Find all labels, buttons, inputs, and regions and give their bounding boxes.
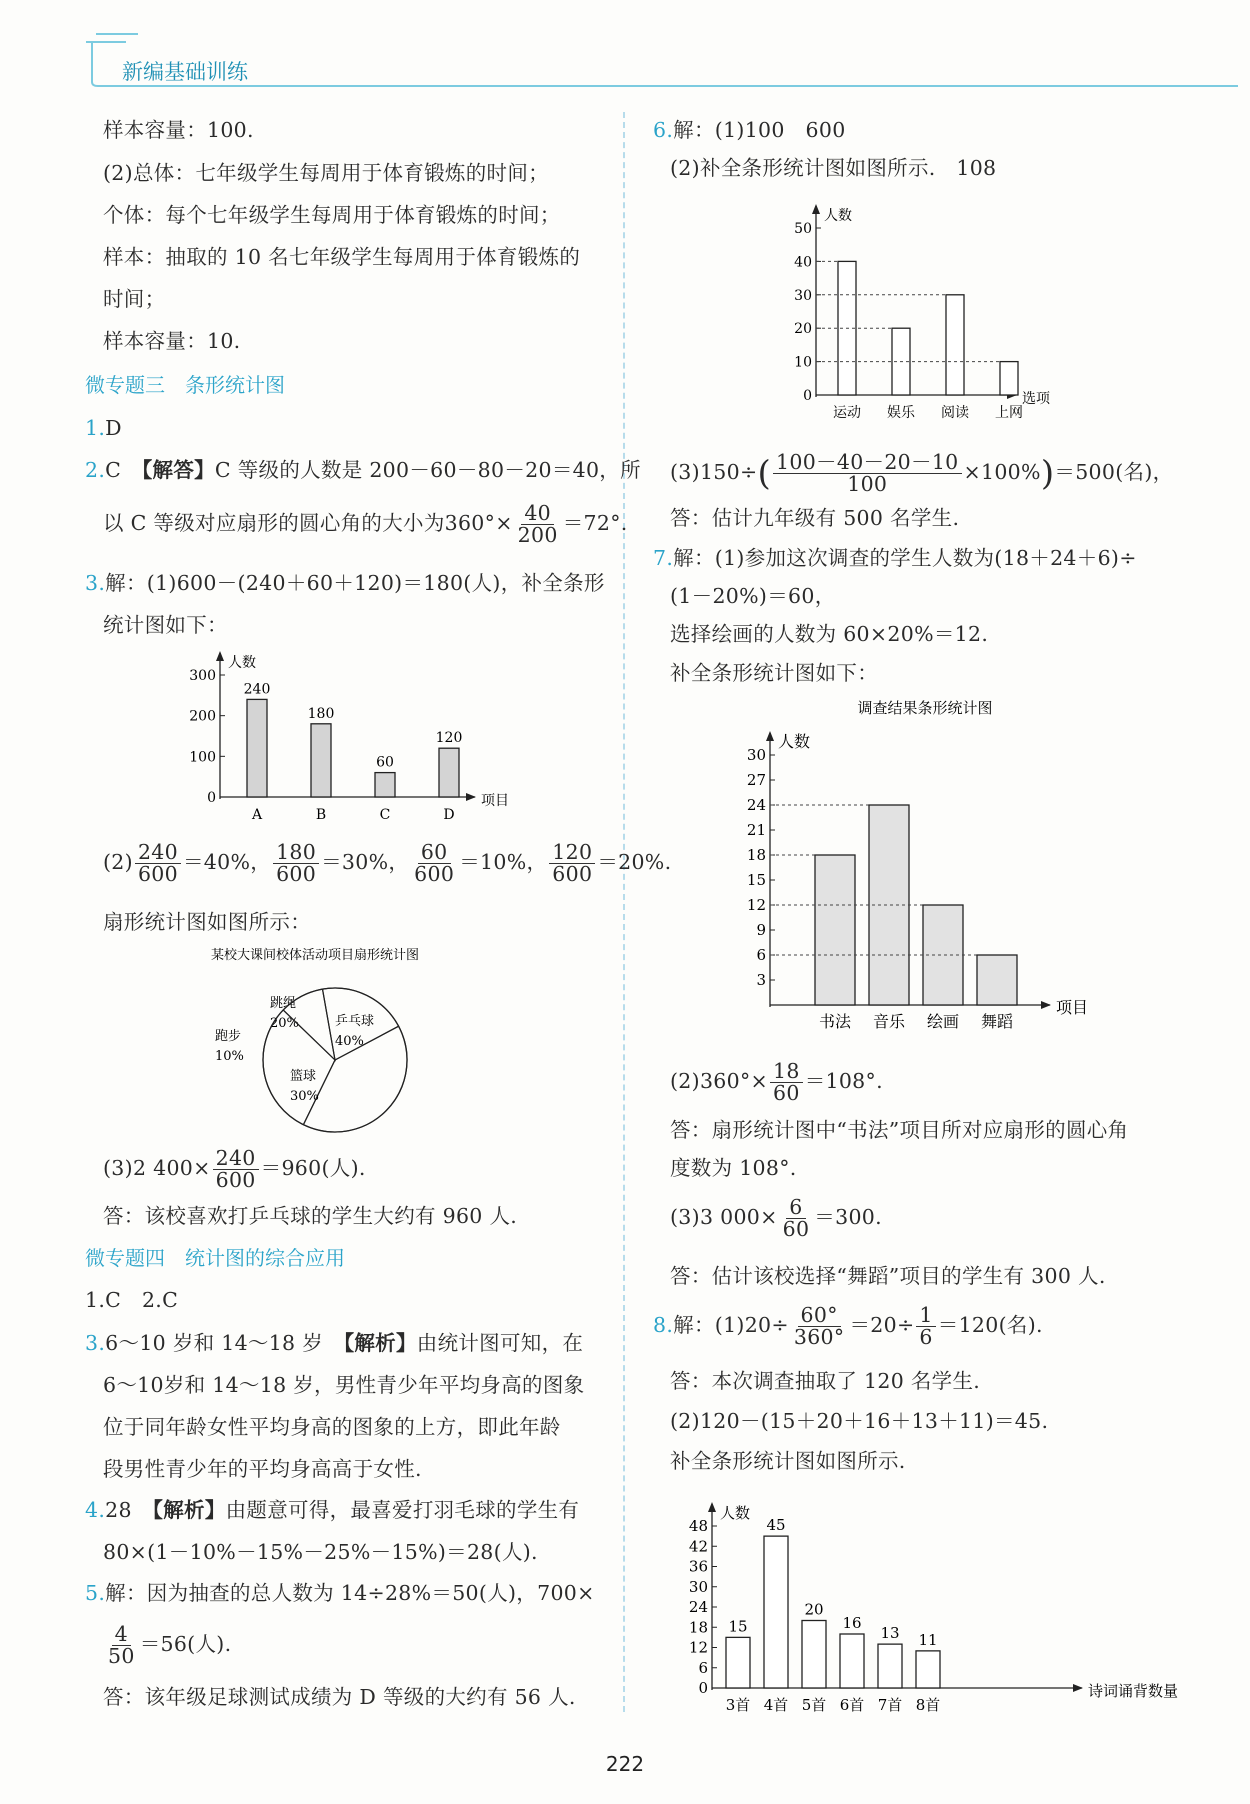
y-tick-label: 0 (698, 1679, 708, 1697)
q3-bar-chart (180, 650, 540, 825)
answer-4-4: 4.28 【解析】由题意可得，最喜爱打羽毛球的学生有 (85, 1498, 580, 1522)
answer-7: 7.解：(1)参加这次调查的学生人数为(18＋24＋6)÷ (653, 546, 1137, 570)
q8-bar-chart (670, 1485, 1179, 1715)
text-line: 时间； (103, 287, 166, 311)
x-tick-label: 7首 (877, 1696, 903, 1714)
bar (439, 748, 459, 797)
answer-3-3: (3)2 400× $\frac{240}{600}$ ＝960(人). (103, 1146, 366, 1192)
bar (764, 1536, 788, 1688)
pie-value-label: 30% (290, 1089, 319, 1104)
y-tick-label: 3 (756, 971, 766, 989)
y-axis-label: 人数 (824, 208, 852, 224)
text-line: (2)120－(15＋20＋16＋13＋11)＝45. (670, 1409, 1049, 1433)
y-tick-label: 30 (688, 1577, 708, 1596)
data-label: 15 (728, 1617, 748, 1636)
x-tick-label: 3首 (725, 1696, 751, 1714)
bar (247, 699, 267, 797)
chart-title: 调查结果条形统计图 (857, 699, 993, 717)
answer-6-3: (3)150÷( $\frac{100-40-20-10}{100}$ ×100%)＝500(名)， (670, 450, 1174, 496)
text-line: 样本容量：10. (103, 329, 241, 353)
text-line: 个体：每个七年级学生每周用于体育锻炼的时间； (103, 203, 561, 227)
y-tick-label: 9 (756, 921, 766, 939)
bar (815, 855, 855, 1005)
header-decoration (78, 26, 1238, 88)
answer-1: 1.D (85, 416, 122, 440)
data-label: 11 (918, 1630, 938, 1649)
data-label: 45 (766, 1516, 786, 1535)
y-axis-label: 人数 (720, 1504, 751, 1522)
x-tick-label: D (443, 807, 455, 823)
text-line: 答：估计九年级有 500 名学生. (670, 506, 960, 530)
answer-2: 2.C 【解答】C 等级的人数是 200－60－80－20＝40，所 (85, 458, 641, 482)
x-tick-label: 5首 (801, 1696, 827, 1714)
data-label: 13 (880, 1624, 900, 1643)
x-tick-label: 绘画 (926, 1012, 960, 1031)
text-line: 度数为 108°. (670, 1156, 797, 1180)
x-axis-arrow (466, 793, 476, 801)
data-label: 60 (376, 754, 394, 771)
y-tick-label: 50 (794, 221, 812, 237)
x-tick-label: 6首 (839, 1696, 865, 1714)
bar (802, 1621, 826, 1689)
y-tick-label: 100 (189, 749, 216, 766)
bar (375, 773, 395, 797)
y-tick-label: 300 (189, 668, 216, 684)
pie-value-label: 20% (270, 1016, 299, 1031)
bar (878, 1644, 902, 1688)
x-axis-label: 选项 (1022, 391, 1050, 407)
column-divider (623, 112, 625, 1712)
bar (946, 295, 964, 395)
x-axis-label: 项目 (1056, 998, 1089, 1017)
pie-label: 跳绳 (270, 996, 297, 1011)
answer-4-5: 5.解：因为抽查的总人数为 14÷28%＝50(人)，700× (85, 1581, 595, 1605)
y-tick-label: 10 (794, 354, 812, 371)
y-tick-label: 200 (189, 708, 216, 725)
y-tick-label: 12 (746, 896, 766, 914)
pie-label: 乒乓球 (335, 1014, 375, 1029)
pie-label: 跑步 (215, 1029, 242, 1044)
text-line: 样本：抽取的 10 名七年级学生每周用于体育锻炼的 (103, 245, 581, 269)
question-number: 1. (85, 416, 106, 440)
text-line: 样本容量：100. (103, 118, 254, 142)
y-axis-arrow (812, 204, 820, 214)
y-axis-arrow (216, 651, 224, 661)
y-tick-label: 21 (746, 821, 766, 839)
y-axis-label: 人数 (228, 655, 256, 671)
x-axis-arrow (1041, 1001, 1051, 1009)
bar (977, 955, 1017, 1005)
y-tick-label: 15 (746, 871, 766, 889)
text-line: 位于同年龄女性平均身高的图象的上方，即此年龄 (103, 1415, 561, 1439)
text-line: 补全条形统计图如下： (670, 661, 878, 685)
text-line: 统计图如下： (103, 613, 228, 637)
y-tick-label: 20 (794, 321, 812, 338)
x-tick-label: 上网 (995, 405, 1023, 421)
page-number: 222 (605, 1752, 645, 1776)
text-line: 答：估计该校选择“舞蹈”项目的学生有 300 人. (670, 1264, 1106, 1288)
y-tick-label: 40 (794, 254, 812, 271)
y-axis-arrow (708, 1502, 716, 1512)
section-title: 微专题三 条形统计图 (85, 373, 285, 397)
text-line: 补全条形统计图如图所示. (670, 1449, 906, 1473)
answer-6: 6.解：(1)100 600 (653, 118, 846, 142)
answer-4-5-line2: $\frac{4}{50}$ ＝56(人). (108, 1622, 232, 1668)
pie-value-label: 40% (335, 1034, 364, 1049)
bar (1000, 362, 1018, 395)
x-axis-label: 项目 (481, 793, 509, 809)
x-tick-label: C (379, 807, 391, 823)
x-tick-label: 娱乐 (887, 405, 915, 421)
data-label: 240 (243, 681, 271, 698)
bar (916, 1651, 940, 1688)
y-axis-label: 人数 (778, 732, 811, 751)
data-label: 120 (435, 730, 463, 747)
y-tick-label: 27 (746, 771, 766, 789)
y-axis-arrow (766, 731, 774, 741)
y-tick-label: 0 (803, 388, 812, 404)
section-title: 微专题四 统计图的综合应用 (85, 1246, 345, 1270)
y-tick-label: 18 (688, 1618, 708, 1637)
bar (840, 1634, 864, 1688)
pie-value-label: 10% (215, 1049, 244, 1064)
y-tick-label: 30 (794, 287, 812, 304)
answer-7-2: (2)360°× $\frac{18}{60}$ ＝108°. (670, 1059, 883, 1105)
q3-pie-chart (205, 945, 525, 1130)
answer-3-2: (2) $\frac{240}{600}$ ＝40%， $\frac{180}{600}$ ＝30%， $\frac{60}{600}$ ＝10%， $\frac{120}{600}$ ＝20%. (103, 840, 672, 886)
text-line: 6～10岁和 14～18 岁，男性青少年平均身高的图象 (103, 1373, 585, 1397)
text-line: (2)总体：七年级学生每周用于体育锻炼的时间； (103, 161, 549, 185)
y-tick-label: 48 (688, 1517, 708, 1535)
text-line: 80×(1－10%－15%－25%－15%)＝28(人). (103, 1540, 538, 1564)
pie-label: 篮球 (290, 1069, 317, 1084)
x-tick-label: A (251, 807, 263, 823)
answer-4-3: 3.6～10 岁和 14～18 岁 【解析】由统计图可知，在 (85, 1331, 584, 1355)
chart-title: 某校大课间校体活动项目扇形统计图 (210, 948, 420, 963)
text-line: 答：本次调查抽取了 120 名学生. (670, 1369, 981, 1393)
x-axis-arrow (1073, 1684, 1083, 1692)
x-tick-label: 运动 (833, 405, 861, 421)
data-label: 16 (842, 1614, 862, 1632)
y-tick-label: 18 (746, 846, 766, 864)
data-label: 180 (307, 705, 335, 722)
q7-bar-chart (725, 695, 1125, 1040)
x-axis-label: 诗词诵背数量 (1088, 1682, 1179, 1700)
x-tick-label: 阅读 (941, 405, 969, 421)
text-line: (1－20%)＝60， (670, 584, 836, 608)
x-tick-label: 音乐 (872, 1012, 906, 1031)
answer-3: 3.解：(1)600－(240＋60＋120)＝180(人)，补全条形 (85, 571, 605, 595)
bar (311, 724, 331, 797)
x-tick-label: 书法 (818, 1012, 852, 1031)
x-tick-label: 8首 (915, 1696, 941, 1714)
text-line: 答：该年级足球测试成绩为 D 等级的大约有 56 人. (103, 1685, 576, 1709)
answer-1-2: 1.C 2.C (85, 1288, 179, 1312)
answer-8: 8.解：(1)20÷ $\frac{60^\circ}{360^\circ}$ ＝20÷ $\frac{1}{6}$ ＝120(名). (653, 1303, 1043, 1349)
y-tick-label: 36 (688, 1557, 708, 1576)
text-line: 选择绘画的人数为 60×20%＝12. (670, 622, 989, 646)
answer-7-3: (3)3 000× $\frac{6}{60}$ ＝300. (670, 1195, 882, 1241)
y-tick-label: 0 (207, 790, 216, 806)
x-tick-label: B (315, 807, 327, 823)
bar (726, 1637, 750, 1688)
answer-2-line2: 以 C 等级对应扇形的圆心角的大小为360°× $\frac{40}{200}$ ＝72°. (103, 501, 628, 547)
q6-bar-chart (780, 190, 1050, 430)
y-tick-label: 24 (688, 1598, 708, 1616)
text-line: 段男性青少年的平均身高高于女性. (103, 1457, 422, 1481)
y-tick-label: 30 (746, 746, 766, 764)
text-line: 答：扇形统计图中“书法”项目所对应扇形的圆心角 (670, 1118, 1129, 1142)
header-title: 新编基础训练 (122, 60, 248, 84)
text-line: 答：该校喜欢打乒乓球的学生大约有 960 人. (103, 1204, 518, 1228)
data-label: 20 (804, 1600, 824, 1619)
text-line: (2)补全条形统计图如图所示. 108 (670, 156, 997, 180)
y-tick-label: 24 (746, 796, 766, 814)
y-tick-label: 12 (688, 1638, 708, 1657)
x-tick-label: 舞蹈 (980, 1012, 1014, 1031)
x-tick-label: 4首 (763, 1696, 789, 1714)
y-tick-label: 6 (756, 946, 766, 964)
text-line: 扇形统计图如图所示： (103, 910, 311, 934)
y-tick-label: 6 (698, 1658, 708, 1677)
y-tick-label: 42 (688, 1537, 708, 1556)
